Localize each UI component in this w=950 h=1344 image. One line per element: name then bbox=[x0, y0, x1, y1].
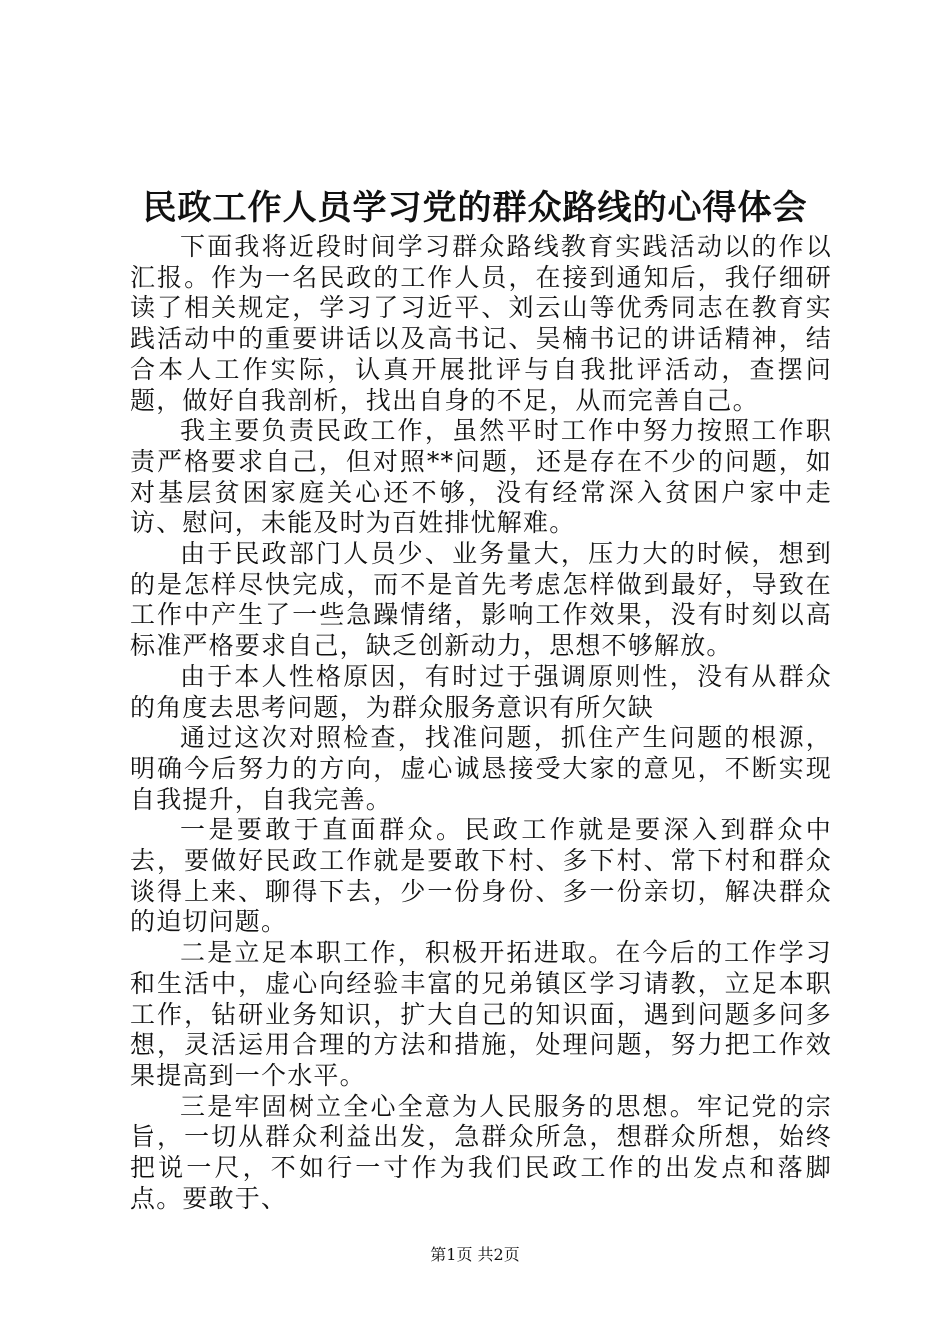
paragraph: 三是牢固树立全心全意为人民服务的思想。牢记党的宗旨，一切从群众利益出发，急群众所急，想群众所想，始终把说一尺，不如行一寸作为我们民政工作的出发点和落脚点。要敢于、 bbox=[130, 1091, 832, 1213]
paragraph: 由于本人性格原因，有时过于强调原则性，没有从群众的角度去思考问题，为群众服务意识有所欠缺 bbox=[130, 661, 832, 722]
document-title: 民政工作人员学习党的群众路线的心得体会 bbox=[142, 188, 808, 228]
page-number-footer: 第1页 共2页 bbox=[430, 1245, 520, 1264]
paragraph: 通过这次对照检查，找准问题，抓住产生问题的根源，明确今后努力的方向，虚心诚恳接受大家的意见，不断实现自我提升，自我完善。 bbox=[130, 723, 832, 814]
paragraph: 我主要负责民政工作，虽然平时工作中努力按照工作职责严格要求自己，但对照**问题，还是存在不少的问题，如对基层贫困家庭关心还不够，没有经常深入贫困户家中走访、慰问，未能及时为百姓排忧解难。 bbox=[130, 416, 832, 538]
paragraph: 二是立足本职工作，积极开拓进取。在今后的工作学习和生活中，虚心向经验丰富的兄弟镇区学习请教，立足本职工作，钻研业务知识，扩大自己的知识面，遇到问题多问多想，灵活运用合理的方法和措施，处理问题，努力把工作效果提高到一个水平。 bbox=[130, 938, 832, 1090]
paragraph: 下面我将近段时间学习群众路线教育实践活动以的作以汇报。作为一名民政的工作人员，在接到通知后，我仔细研读了相关规定，学习了习近平、刘云山等优秀同志在教育实践活动中的重要讲话以及高书记、吴楠书记的讲话精神，结合本人工作实际，认真开展批评与自我批评活动，查摆问题，做好自我剖析，找出自身的不足，从而完善自己。 bbox=[130, 232, 832, 415]
paragraph: 由于民政部门人员少、业务量大，压力大的时候，想到的是怎样尽快完成，而不是首先考虑怎样做到最好，导致在工作中产生了一些急躁情绪，影响工作效果，没有时刻以高标准严格要求自己，缺乏创新动力，思想不够解放。 bbox=[130, 539, 832, 661]
document-body bbox=[130, 232, 832, 1215]
paragraph: 一是要敢于直面群众。民政工作就是要深入到群众中去，要做好民政工作就是要敢下村、多下村、常下村和群众谈得上来、聊得下去，少一份身份、多一份亲切，解决群众的迫切问题。 bbox=[130, 815, 832, 937]
